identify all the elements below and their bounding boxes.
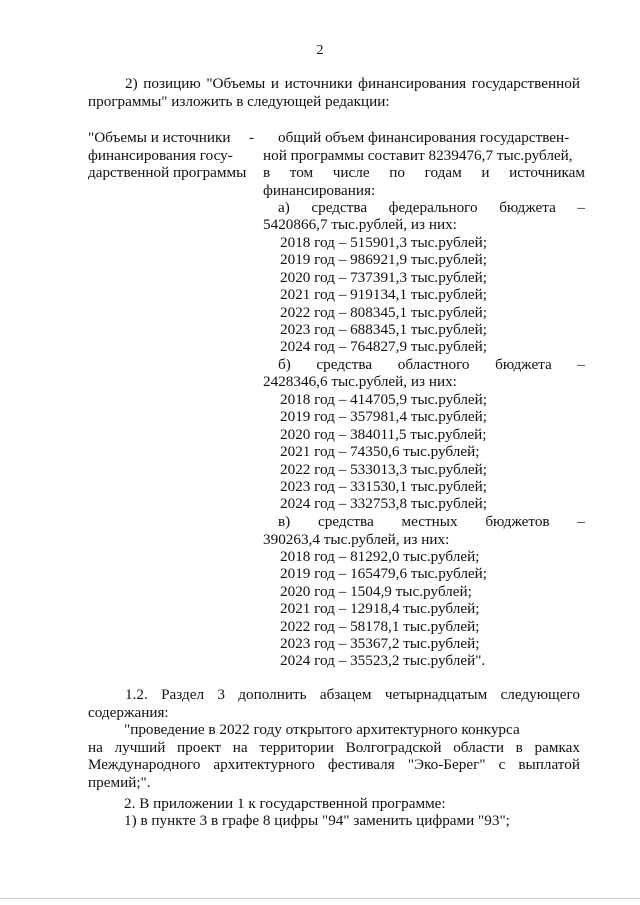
word: числе bbox=[332, 164, 370, 181]
word: годам bbox=[424, 164, 462, 181]
word: 1.2. bbox=[125, 686, 148, 703]
word: государственной bbox=[471, 75, 580, 92]
word: местных bbox=[401, 513, 458, 530]
quote-line-1: "проведение в 2022 году открытого архитектурного конкурса bbox=[124, 721, 520, 738]
year-amount-line: 2020 год – 737391,3 тыс.рублей; bbox=[280, 268, 488, 286]
word: с bbox=[498, 756, 506, 773]
left-column-line: "Объемы и источники bbox=[88, 129, 231, 146]
word: источникам bbox=[509, 164, 585, 181]
word: источники bbox=[284, 75, 353, 92]
word: фестиваля bbox=[327, 756, 395, 773]
word: федерального bbox=[388, 199, 478, 216]
year-amount-line: 2019 год – 357981,4 тыс.рублей; bbox=[280, 408, 488, 426]
word: Волгоградской bbox=[345, 739, 442, 756]
year-amount-line: 2023 год – 688345,1 тыс.рублей; bbox=[280, 321, 488, 338]
year-amount-line: 2021 год – 74350,6 тыс.рублей; bbox=[280, 443, 480, 461]
year-amount-line: 2022 год – 533013,3 тыс.рублей; bbox=[280, 460, 488, 478]
word: и bbox=[270, 75, 280, 92]
federal-label bbox=[278, 199, 585, 216]
word: – bbox=[577, 356, 585, 373]
year-amount-line: 2023 год – 331530,1 тыс.рублей; bbox=[280, 478, 488, 495]
federal-amount: 5420866,7 тыс.рублей, из них: bbox=[263, 216, 457, 233]
intro-line-2: программы" изложить в следующей редакции: bbox=[88, 93, 390, 110]
word: архитектурного bbox=[213, 756, 315, 773]
year-amount-line: 2018 год – 81292,0 тыс.рублей; bbox=[280, 548, 480, 565]
word: б) bbox=[278, 356, 291, 373]
item-2-1: 1) в пункте 3 в графе 8 цифры "94" заменить цифрами "93"; bbox=[124, 812, 510, 829]
word: по bbox=[389, 164, 405, 181]
total-line: финансирования: bbox=[263, 182, 376, 199]
word: "Объемы bbox=[206, 75, 266, 92]
year-amount-line: 2020 год – 1504,9 тыс.рублей; bbox=[280, 582, 472, 600]
quote-line-2 bbox=[88, 739, 580, 756]
word: абзацем bbox=[319, 686, 372, 703]
year-amount-line: 2018 год – 515901,3 тыс.рублей; bbox=[280, 234, 488, 251]
word: четырнадцатым bbox=[384, 686, 488, 703]
local-amount: 390263,4 тыс.рублей, из них: bbox=[263, 531, 450, 548]
item-2: 2. В приложении 1 к государственной программе: bbox=[124, 795, 446, 812]
word: Раздел bbox=[161, 686, 205, 703]
word: "Эко-Берег" bbox=[407, 756, 486, 773]
year-amount-line: 2023 год – 35367,2 тыс.рублей; bbox=[280, 635, 480, 652]
section-1-2-line-1 bbox=[125, 686, 580, 703]
word: и bbox=[481, 164, 490, 181]
word: 3 bbox=[217, 686, 225, 703]
year-amount-line: 2024 год – 332753,8 тыс.рублей; bbox=[280, 495, 488, 513]
word: областного bbox=[397, 356, 470, 373]
year-amount-line: 2024 год – 764827,9 тыс.рублей; bbox=[280, 338, 488, 356]
column-dash: - bbox=[249, 129, 255, 146]
year-amount-line: 2018 год – 414705,9 тыс.рублей; bbox=[280, 391, 488, 408]
word: следующего bbox=[500, 686, 580, 703]
left-column-line: дарственной программы bbox=[88, 164, 247, 181]
word: средства bbox=[316, 356, 373, 373]
year-amount-line: 2020 год – 384011,5 тыс.рублей; bbox=[280, 425, 487, 443]
page-number: 2 bbox=[316, 43, 324, 58]
year-amount-line: 2024 год – 35523,2 тыс.рублей". bbox=[280, 652, 486, 670]
word: бюджетов bbox=[485, 513, 550, 530]
word: рамках bbox=[534, 739, 580, 756]
local-label bbox=[278, 513, 585, 530]
section-1-2-line-2: содержания: bbox=[88, 704, 169, 721]
year-amount-line: 2022 год – 58178,1 тыс.рублей; bbox=[280, 617, 480, 635]
year-amount-line: 2019 год – 986921,9 тыс.рублей; bbox=[280, 251, 488, 269]
scan-edge-line bbox=[0, 898, 640, 899]
year-amount-line: 2022 год – 808345,1 тыс.рублей; bbox=[280, 303, 488, 321]
word: позицию bbox=[143, 75, 201, 92]
word: области bbox=[453, 739, 504, 756]
quote-line-4: премий;". bbox=[88, 774, 151, 791]
intro-line-1 bbox=[125, 75, 580, 92]
word: – bbox=[577, 513, 585, 530]
word: проект bbox=[177, 739, 222, 756]
word: дополнить bbox=[238, 686, 307, 703]
word: на bbox=[232, 739, 248, 756]
regional-label bbox=[278, 356, 585, 373]
left-column-line: финансирования госу- bbox=[88, 147, 233, 164]
word: а) bbox=[278, 199, 290, 216]
word: – bbox=[577, 199, 585, 216]
word: том bbox=[289, 164, 314, 181]
quote-line-3 bbox=[88, 756, 580, 773]
word: финансирования bbox=[358, 75, 467, 92]
word: в bbox=[515, 739, 523, 756]
year-amount-line: 2021 год – 12918,4 тыс.рублей; bbox=[280, 600, 480, 618]
word: бюджета bbox=[499, 199, 556, 216]
regional-amount: 2428346,6 тыс.рублей, из них: bbox=[263, 373, 457, 390]
total-line: общий объем финансирования государствен- bbox=[278, 129, 570, 146]
word: средства bbox=[318, 513, 374, 530]
word: средства bbox=[311, 199, 368, 216]
word: в bbox=[263, 164, 271, 181]
word: лучший bbox=[114, 739, 166, 756]
word: на bbox=[88, 739, 103, 756]
total-line: ной программы составит 8239476,7 тыс.рублей, bbox=[263, 147, 573, 164]
word: бюджета bbox=[495, 356, 552, 373]
year-amount-line: 2019 год – 165479,6 тыс.рублей; bbox=[280, 565, 488, 583]
year-amount-line: 2021 год – 919134,1 тыс.рублей; bbox=[280, 286, 488, 304]
word: территории bbox=[259, 739, 334, 756]
word: в) bbox=[278, 513, 291, 530]
word: выплатой bbox=[518, 756, 580, 773]
word: 2) bbox=[125, 75, 138, 92]
total-line-justified bbox=[263, 164, 585, 181]
word: Международного bbox=[88, 756, 201, 773]
